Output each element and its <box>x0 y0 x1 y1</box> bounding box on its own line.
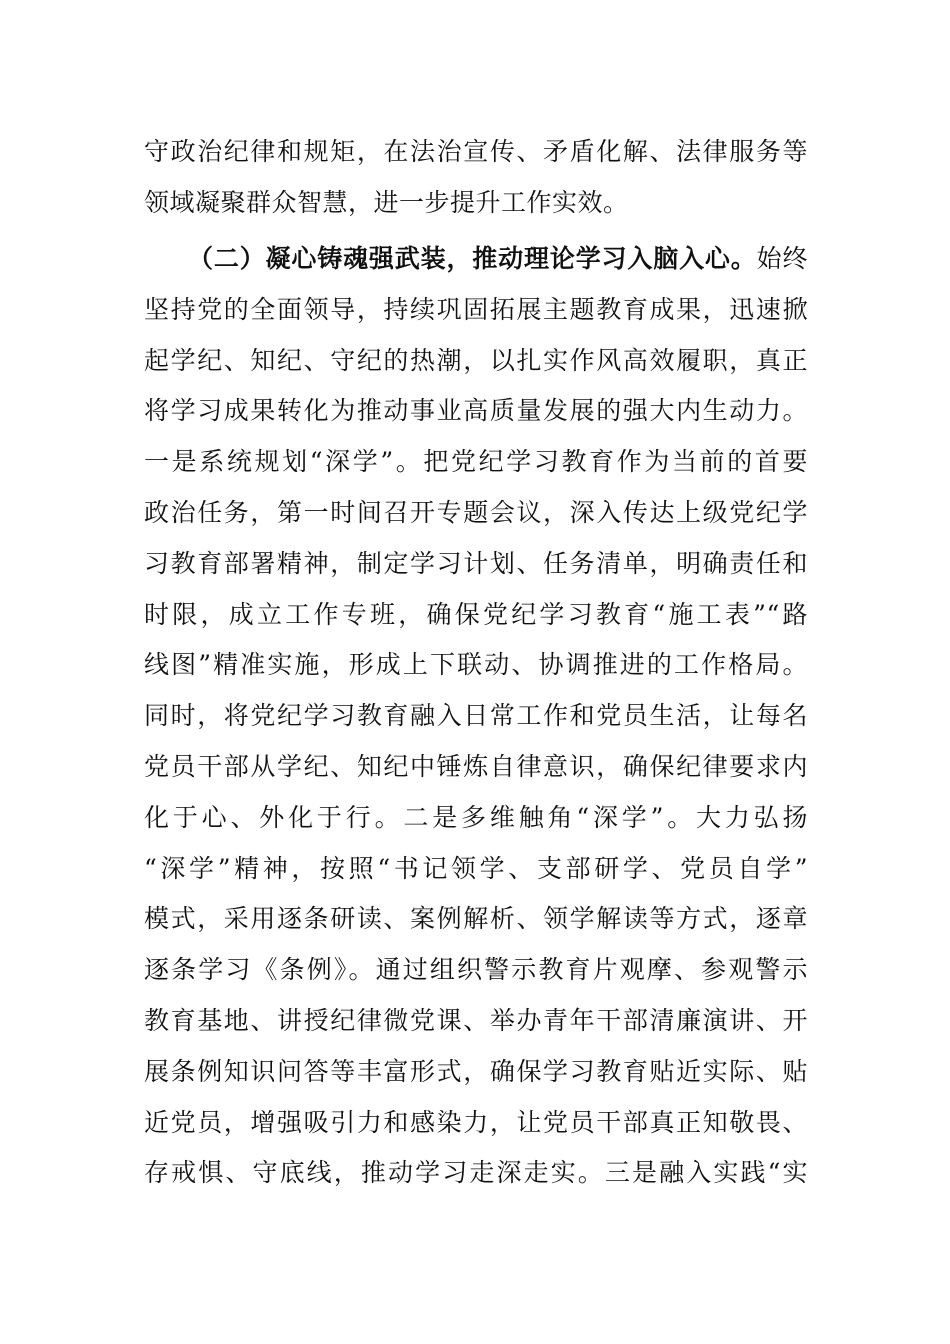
text-line: 守政治纪律和规矩，在法治宣传、矛盾化解、法律服务等 <box>144 137 808 166</box>
text-line: 化于心、外化于行。二是多维触角“深学”。大力弘扬 <box>144 802 808 832</box>
text-line: 一是系统规划“深学”。把党纪学习教育作为当前的首要 <box>144 447 808 477</box>
section-heading: （二）凝心铸魂强武装，推动理论学习入脑入心。 <box>188 244 757 273</box>
text-line: “深学”精神，按照“书记领学、支部研学、党员自学” <box>144 853 808 883</box>
text-line: 领域凝聚群众智慧，进一步提升工作实效。 <box>144 187 629 217</box>
text-line: 逐条学习《条例》。通过组织警示教育片观摩、参观警示 <box>144 955 808 985</box>
paragraph-continued <box>144 127 808 229</box>
text-line: 存戒惧、守底线，推动学习走深走实。三是融入实践“实 <box>144 1158 808 1188</box>
text-line: 同时，将党纪学习教育融入日常工作和党员生活，让每名 <box>144 701 808 731</box>
text-line: 党员干部从学纪、知纪中锤炼自律意识，确保纪律要求内 <box>144 751 808 781</box>
text-line: 起学纪、知纪、守纪的热潮，以扎实作风高效履职，真正 <box>144 345 808 375</box>
section-heading-line <box>144 234 808 285</box>
paragraph-section-two <box>144 234 808 1199</box>
text-line: 时限，成立工作专班，确保党纪学习教育“施工表”“路 <box>144 599 808 629</box>
text-line: 近党员，增强吸引力和感染力，让党员干部真正知敬畏、 <box>144 1107 808 1137</box>
text-line: 模式，采用逐条研读、案例解析、领学解读等方式，逐章 <box>144 904 808 934</box>
text-line: 政治任务，第一时间召开专题会议，深入传达上级党纪学 <box>144 497 808 527</box>
text-line: 习教育部署精神，制定学习计划、任务清单，明确责任和 <box>144 548 808 578</box>
text-line: 将学习成果转化为推动事业高质量发展的强大内生动力。 <box>144 396 808 426</box>
text-line: 线图”精准实施，形成上下联动、协调推进的工作格局。 <box>144 650 808 680</box>
text-line: 坚持党的全面领导，持续巩固拓展主题教育成果，迅速掀 <box>144 294 808 324</box>
text-line-tail: 始终 <box>756 244 808 273</box>
text-line: 展条例知识问答等丰富形式，确保学习教育贴近实际、贴 <box>144 1056 808 1086</box>
text-line: 教育基地、讲授纪律微党课、举办青年干部清廉演讲、开 <box>144 1005 808 1035</box>
